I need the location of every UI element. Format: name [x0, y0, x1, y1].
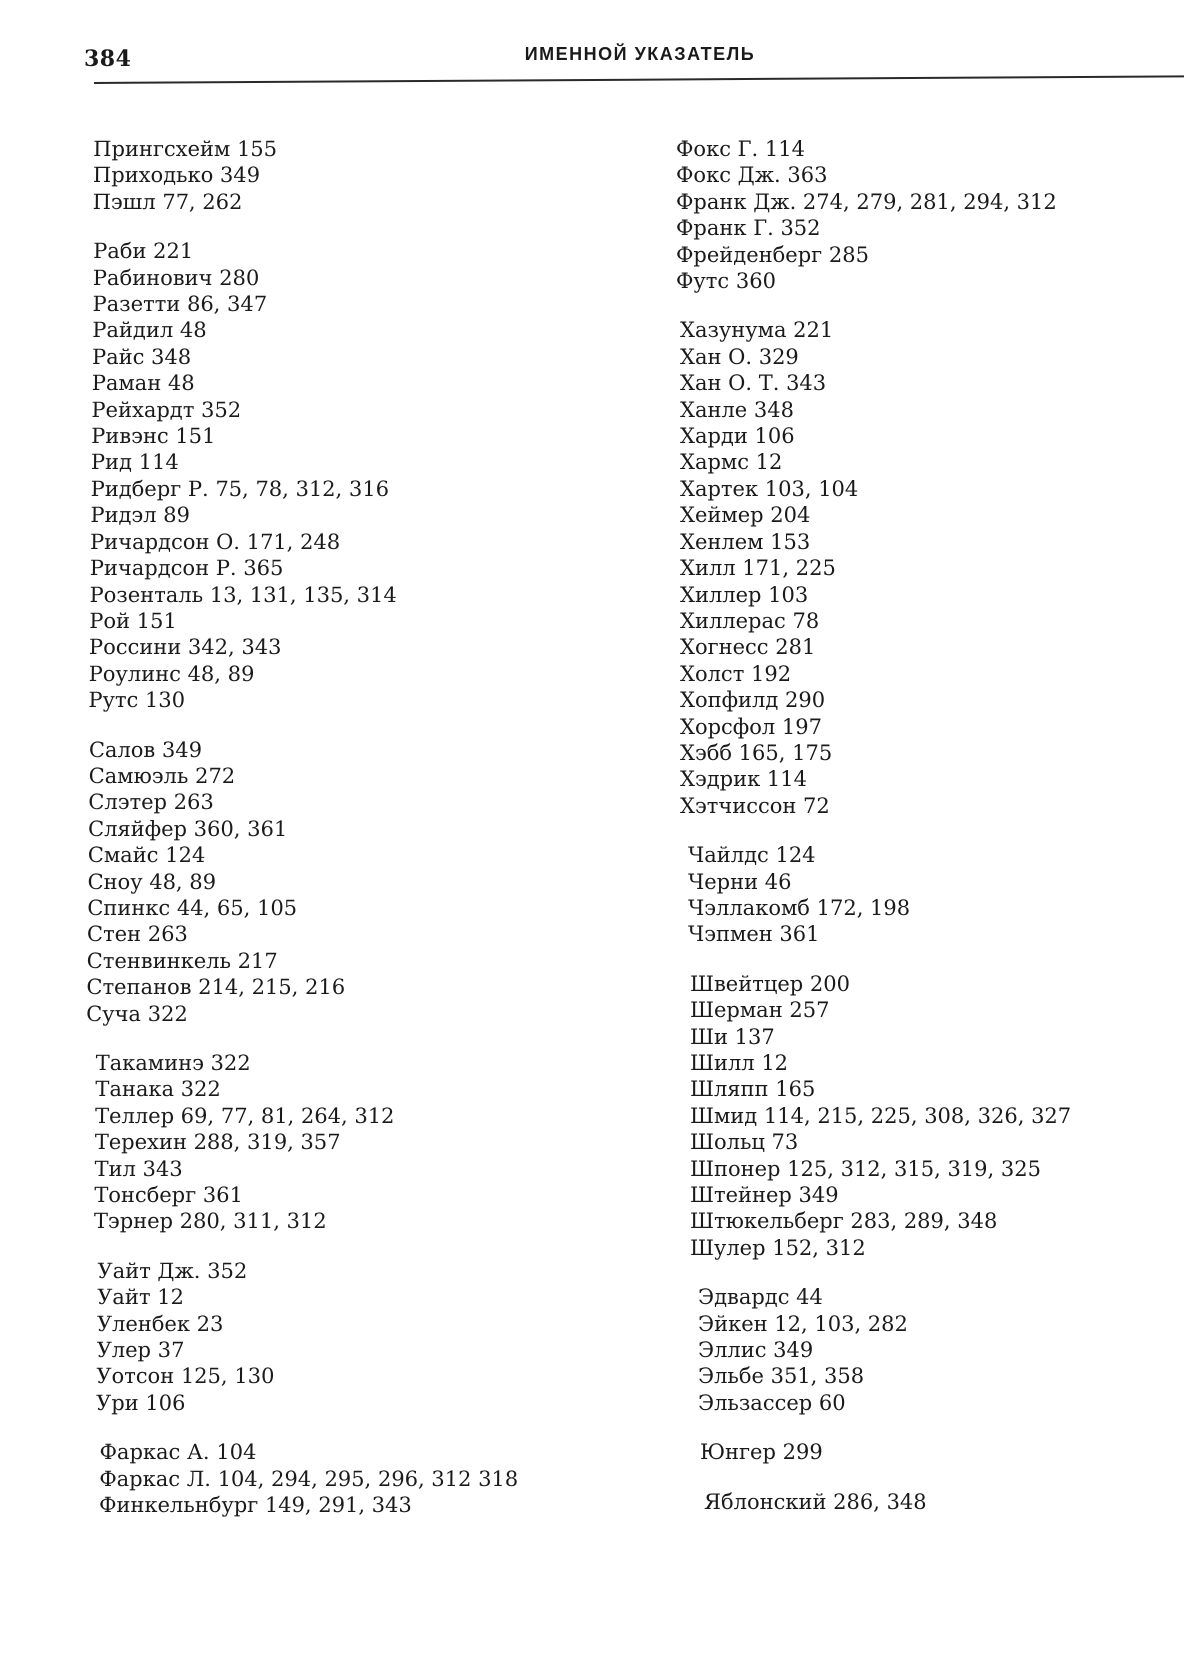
index-entry: Чэллакомб 172, 198: [688, 895, 911, 920]
letter-group: [690, 971, 1196, 1261]
letter-group: [96, 1258, 602, 1416]
index-entry: Эльбе 351, 358: [698, 1364, 865, 1389]
index-entry: Шилл 12: [690, 1051, 789, 1075]
index-entry: Слэтер 263: [88, 790, 214, 815]
letter-group: [676, 136, 1196, 294]
index-entry: Фаркас Л. 104, 294, 295, 296, 312 318: [99, 1466, 519, 1491]
index-entry: Хартек 103, 104: [680, 476, 859, 501]
index-entry: Хогнесс 281: [680, 635, 816, 660]
page-number: 384: [84, 46, 132, 72]
letter-group: [86, 737, 607, 1027]
index-entry: Фрейденберг 285: [676, 242, 869, 267]
index-entry: Сноу 48, 89: [87, 869, 217, 894]
index-entry: Хан О. 329: [680, 344, 799, 369]
index-entry: Фокс Г. 114: [676, 137, 805, 161]
index-entry: Эйкен 12, 103, 282: [698, 1311, 908, 1336]
index-entry: Хенлем 153: [680, 529, 811, 554]
index-entry: Хопфилд 290: [680, 688, 826, 713]
index-entry: Ричардсон О. 171, 248: [89, 529, 341, 554]
index-entry: Яблонский 286, 348: [704, 1489, 927, 1514]
letter-group: [99, 1439, 600, 1518]
index-entry: Сляйфер 360, 361: [87, 816, 288, 841]
index-entry: Раби 221: [93, 239, 194, 264]
header-rule: [94, 75, 1184, 84]
index-entry: Хармс 12: [680, 450, 783, 475]
index-entry: Харди 106: [680, 424, 795, 449]
index-entry: Шольц 73: [690, 1130, 799, 1155]
index-entry: Фаркас А. 104: [99, 1440, 257, 1465]
index-entry: Франк Дж. 274, 279, 281, 294, 312: [676, 189, 1057, 214]
index-entry: Хилл 171, 225: [680, 556, 836, 581]
index-entry: Прингсхейм 155: [93, 137, 278, 161]
index-entry: Раман 48: [91, 371, 195, 396]
index-entry: Разетти 86, 347: [92, 292, 268, 317]
index-entry: Танака 322: [95, 1077, 221, 1102]
index-entry: Роулинс 48, 89: [88, 661, 255, 686]
index-entry: Фокс Дж. 363: [676, 163, 828, 188]
index-entry: Швейтцер 200: [690, 971, 850, 996]
letter-group: [88, 238, 612, 713]
index-entry: Рейхардт 352: [91, 397, 242, 422]
index-entry: Ридберг Р. 75, 78, 312, 316: [90, 476, 390, 501]
index-entry: Юнгер 299: [700, 1440, 823, 1465]
index-entry: Терехин 288, 319, 357: [94, 1130, 341, 1155]
index-entry: Тэрнер 280, 311, 312: [93, 1209, 327, 1234]
index-entry: Уотсон 125, 130: [96, 1364, 275, 1389]
index-entry: Улер 37: [96, 1338, 185, 1363]
index-entry: Шляпп 165: [690, 1077, 816, 1102]
index-entry: Эльзассер 60: [698, 1390, 846, 1415]
index-entry: Смайс 124: [87, 843, 206, 868]
index-entry: Хиллерас 78: [680, 608, 820, 633]
index-column-left: [79, 136, 614, 1542]
index-entry: Салов 349: [88, 737, 203, 762]
letter-group: [698, 1284, 1196, 1416]
index-entry: Райс 348: [91, 344, 192, 369]
index-entry: Тонсберг 361: [94, 1183, 244, 1208]
index-entry: Уайт Дж. 352: [97, 1258, 248, 1283]
index-entry: Хэдрик 114: [680, 767, 807, 792]
index-entry: Финкельнбург 149, 291, 343: [98, 1493, 412, 1518]
letter-group: [688, 842, 1196, 948]
index-entry: Хорсфол 197: [680, 714, 822, 739]
index-entry: Суча 322: [86, 1001, 188, 1026]
index-entry: Хазунума 221: [680, 318, 834, 343]
index-entry: Шерман 257: [690, 998, 830, 1023]
index-entry: Ханле 348: [680, 397, 794, 422]
index-entry: Уленбек 23: [96, 1311, 224, 1336]
index-entry: Рид 114: [90, 450, 179, 475]
index-entry: Такаминэ 322: [95, 1051, 251, 1075]
index-entry: Чайлдс 124: [688, 843, 816, 868]
index-entry: Уайт 12: [97, 1285, 185, 1310]
index-entry: Эдвардс 44: [698, 1285, 823, 1310]
letter-group: [93, 136, 614, 215]
index-entry: Стен 263: [86, 922, 188, 947]
index-entry: Шмид 114, 215, 225, 308, 326, 327: [690, 1103, 1072, 1128]
index-entry: Футс 360: [676, 269, 776, 294]
index-column-right: [676, 136, 1196, 1538]
index-entry: Черни 46: [688, 869, 792, 894]
index-entry: Ридэл 89: [90, 503, 191, 528]
index-entry: Стенвинкель 217: [86, 948, 278, 973]
index-entry: Штюкельберг 283, 289, 348: [690, 1209, 998, 1234]
letter-group: [680, 317, 1196, 819]
index-entry: Хан О. Т. 343: [680, 371, 827, 396]
index-entry: Теллер 69, 77, 81, 264, 312: [94, 1103, 395, 1128]
index-entry: Розенталь 13, 131, 135, 314: [89, 582, 397, 607]
index-entry: Франк Г. 352: [676, 216, 821, 241]
index-entry: Хеймер 204: [680, 503, 811, 528]
index-entry: Ривэнс 151: [91, 424, 216, 449]
index-entry: Рой 151: [89, 608, 177, 633]
index-entry: Степанов 214, 215, 216: [86, 975, 346, 1000]
index-entry: Тил 343: [94, 1156, 183, 1181]
index-entry: Хэтчиссон 72: [680, 793, 830, 818]
index-entry: Чэпмен 361: [688, 922, 820, 947]
index-entry: Ричардсон Р. 365: [89, 556, 284, 581]
index-entry: Шулер 152, 312: [690, 1235, 866, 1260]
index-entry: Рабинович 280: [92, 265, 260, 290]
index-entry: Приходько 349: [92, 163, 261, 188]
index-entry: Пэшл 77, 262: [92, 189, 243, 214]
index-entry: Райдил 48: [92, 318, 207, 343]
letter-group: [704, 1489, 1196, 1515]
index-entry: Спинкс 44, 65, 105: [87, 895, 298, 920]
letter-group: [94, 1050, 604, 1235]
running-head: ИМЕННОЙ УКАЗАТЕЛЬ: [524, 44, 756, 64]
index-entry: Россини 342, 343: [88, 635, 282, 660]
index-entry: Ури 106: [95, 1390, 186, 1415]
index-entry: Шпонер 125, 312, 315, 319, 325: [690, 1156, 1041, 1181]
index-entry: Хиллер 103: [680, 582, 809, 607]
index-entry: Самюэль 272: [88, 763, 236, 788]
index-entry: Штейнер 349: [690, 1183, 839, 1208]
index-entry: Эллис 349: [698, 1338, 814, 1363]
index-entry: Хэбб 165, 175: [680, 740, 833, 765]
index-entry: Ши 137: [690, 1024, 775, 1049]
index-entry: Холст 192: [680, 661, 792, 686]
letter-group: [700, 1439, 1196, 1465]
index-entry: Рутс 130: [88, 688, 186, 713]
